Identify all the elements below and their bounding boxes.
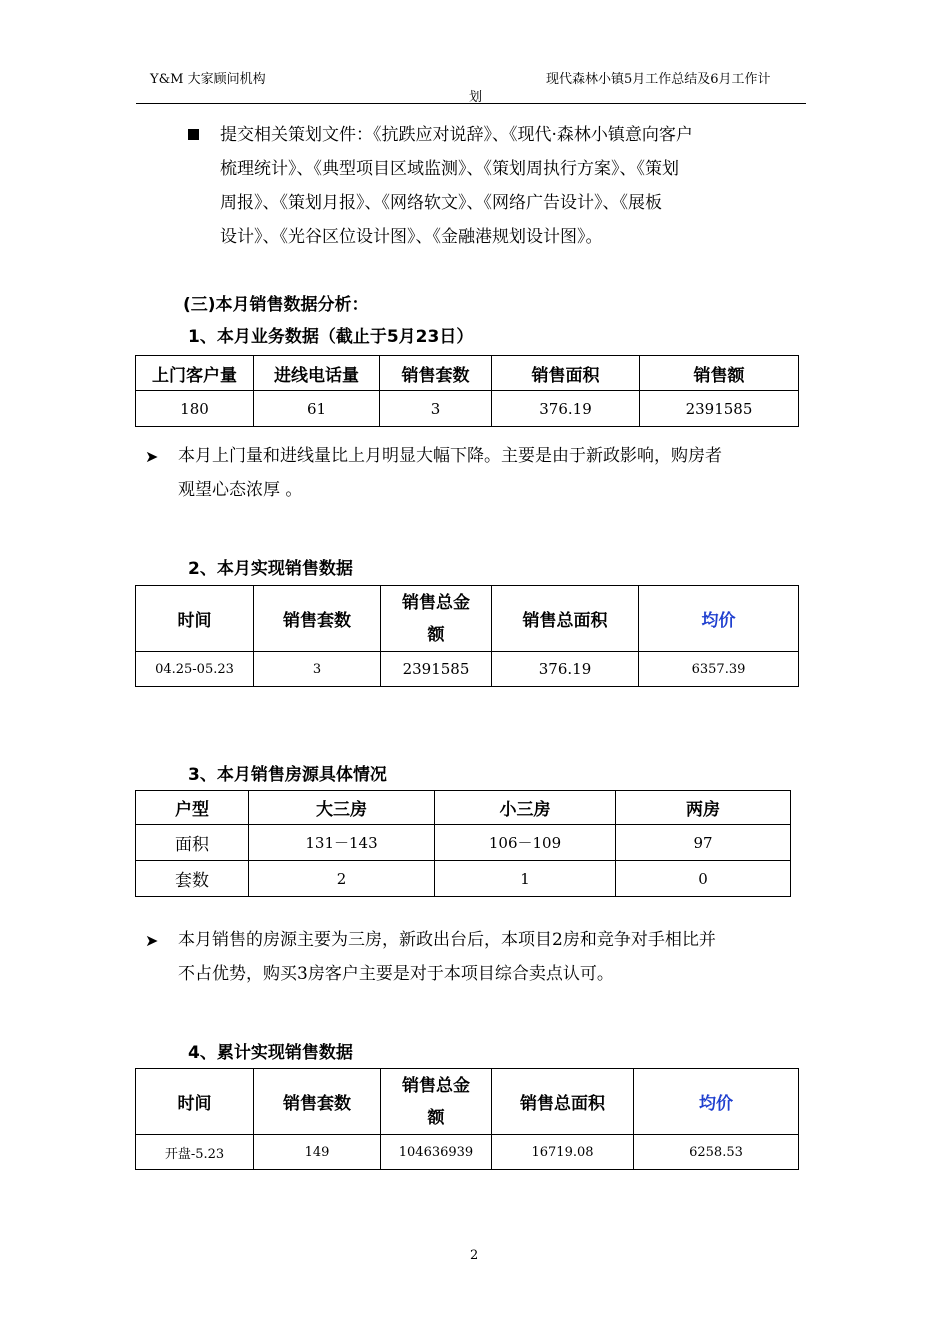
header-rule: [136, 103, 806, 104]
note-line: 不占优势，购买3房客户主要是对于本项目综合卖点认可。: [178, 964, 614, 984]
black-square-bullet-icon: [188, 129, 199, 140]
sub1-title: 1、本月业务数据（截止于5月23日）: [188, 327, 474, 347]
table-cell: 2391585: [640, 391, 799, 427]
table-row: [136, 652, 799, 687]
page-number: 2: [470, 1248, 479, 1263]
table-header-cell: 均价: [634, 1069, 799, 1135]
table-row: [136, 391, 799, 427]
table-row: [136, 861, 791, 897]
arrow-bullet-icon: ➤: [145, 447, 159, 466]
table-cell: 376.19: [492, 652, 639, 687]
table-cell: 3: [380, 391, 492, 427]
table-header-cell: 销售面积: [492, 356, 640, 391]
table-cell: 6258.53: [634, 1135, 799, 1170]
cumulative-sales-table: [135, 1068, 799, 1170]
table-cell: 2391585: [381, 652, 492, 687]
header-line: 销售总金: [402, 1075, 470, 1096]
table-cell: 套数: [136, 861, 249, 897]
table-cell: 开盘-5.23: [136, 1135, 254, 1170]
table-header-row: [136, 356, 799, 391]
table-header-cell: 户型: [136, 791, 249, 825]
header-line: 额: [427, 624, 445, 645]
table-header-cell: 时间: [136, 586, 254, 652]
sub4-title: 4、累计实现销售数据: [188, 1043, 353, 1063]
table-cell: 180: [136, 391, 254, 427]
table-cell: 16719.08: [492, 1135, 634, 1170]
header-line: 额: [427, 1107, 445, 1128]
table-header-row: [136, 1069, 799, 1135]
table-cell: 面积: [136, 825, 249, 861]
table-header-cell: 均价: [639, 586, 799, 652]
table-header-cell: 销售总面积: [492, 586, 639, 652]
note-line: 本月销售的房源主要为三房，新政出台后，本项目2房和竞争对手相比并: [178, 930, 716, 950]
sub1-note: [178, 439, 808, 507]
section-title: (三)本月销售数据分析：: [183, 295, 369, 315]
monthly-sales-table: [135, 585, 799, 687]
table-header-cell: 上门客户量: [136, 356, 254, 391]
bullet-paragraph: [220, 118, 810, 254]
table-cell: 6357.39: [639, 652, 799, 687]
table-header-cell: 销售套数: [254, 1069, 381, 1135]
table-header-cell: 两房: [616, 791, 791, 825]
bullet-line: 设计》、《光谷区位设计图》、《金融港规划设计图》。: [220, 227, 603, 247]
table-cell: 3: [254, 652, 381, 687]
sub3-title: 3、本月销售房源具体情况: [188, 765, 387, 785]
sub3-note: [178, 923, 808, 991]
bullet-line: 梳理统计》、《典型项目区域监测》、《策划周执行方案》、《策划: [220, 159, 679, 179]
sub2-title: 2、本月实现销售数据: [188, 559, 353, 579]
note-line: 本月上门量和进线量比上月明显大幅下降。主要是由于新政影响，购房者: [178, 446, 722, 466]
table-cell: 97: [616, 825, 791, 861]
table-cell: 2: [249, 861, 435, 897]
table-header-cell: 销售总面积: [492, 1069, 634, 1135]
arrow-bullet-icon: ➤: [145, 931, 159, 950]
bullet-line: 提交相关策划文件：《抗跌应对说辞》、《现代·森林小镇意向客户: [220, 125, 693, 145]
table-header-cell: 进线电话量: [254, 356, 380, 391]
table-cell: 04.25-05.23: [136, 652, 254, 687]
table-header-cell: [381, 1069, 492, 1135]
table-header-cell: 销售套数: [254, 586, 381, 652]
table-cell: 1: [435, 861, 616, 897]
table-row: [136, 825, 791, 861]
table-header-row: [136, 586, 799, 652]
table-cell: 149: [254, 1135, 381, 1170]
business-data-table: [135, 355, 799, 427]
table-cell: 61: [254, 391, 380, 427]
table-header-cell: [381, 586, 492, 652]
table-header-cell: 大三房: [249, 791, 435, 825]
table-row: [136, 1135, 799, 1170]
table-header-row: [136, 791, 791, 825]
table-header-cell: 销售额: [640, 356, 799, 391]
table-cell: 0: [616, 861, 791, 897]
inventory-table: [135, 790, 791, 897]
note-line: 观望心态浓厚 。: [178, 480, 303, 500]
table-header-cell: 销售套数: [380, 356, 492, 391]
header-right: 现代森林小镇5月工作总结及6月工作计: [546, 72, 771, 87]
header-line: 销售总金: [402, 592, 470, 613]
table-cell: 131－143: [249, 825, 435, 861]
bullet-line: 周报》、《策划月报》、《网络软文》、《网络广告设计》、《展板: [220, 193, 662, 213]
table-header-cell: 小三房: [435, 791, 616, 825]
table-cell: 104636939: [381, 1135, 492, 1170]
header-left: Y&M 大家顾问机构: [150, 72, 266, 87]
table-cell: 376.19: [492, 391, 640, 427]
table-cell: 106－109: [435, 825, 616, 861]
table-header-cell: 时间: [136, 1069, 254, 1135]
header-right-wrap: 划: [469, 90, 483, 105]
